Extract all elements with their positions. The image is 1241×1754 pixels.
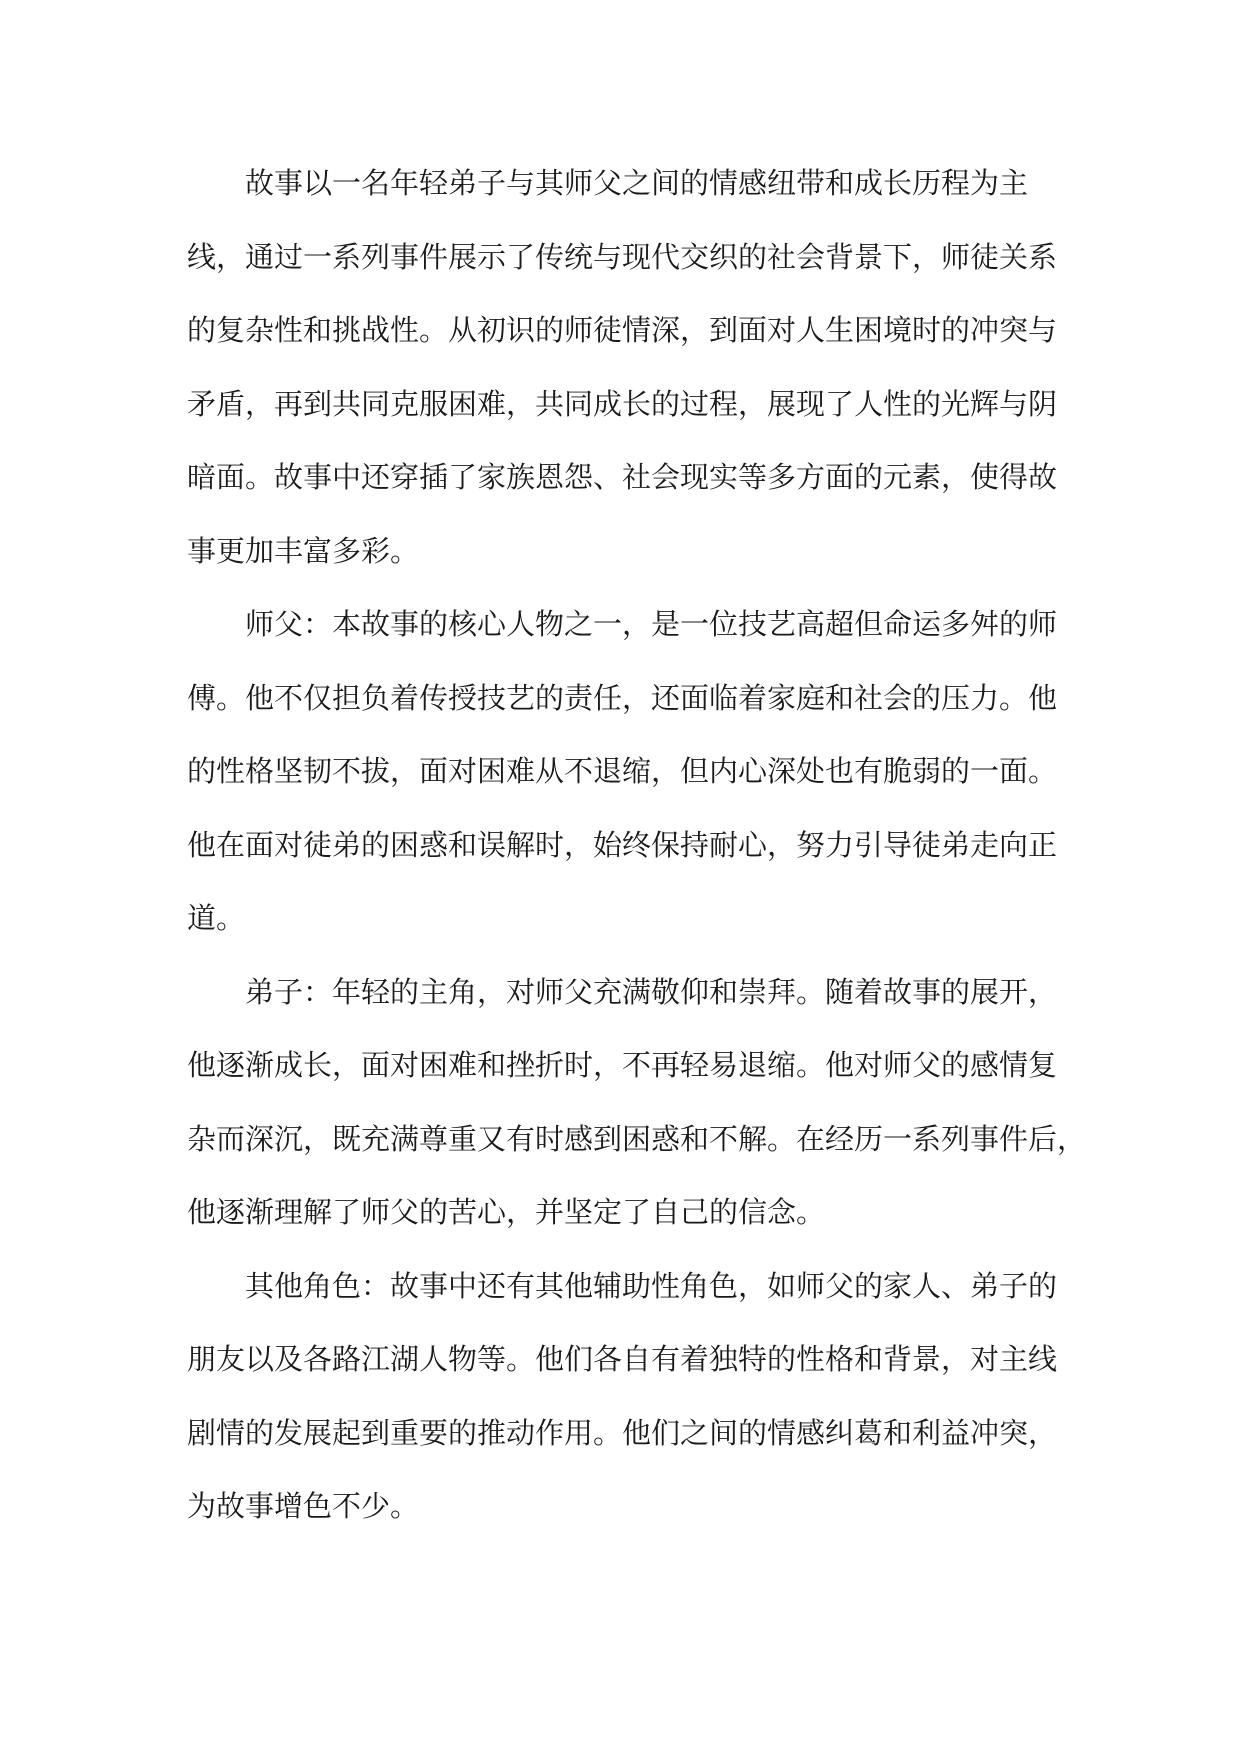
text-line: 暗面。故事中还穿插了家族恩怨、社会现实等多方面的元素，使得故 bbox=[187, 460, 1058, 494]
text-line: 矛盾，再到共同克服困难，共同成长的过程，展现了人性的光辉与阴 bbox=[187, 386, 1058, 421]
paragraph-disciple bbox=[187, 956, 1087, 1250]
text-line: 剧情的发展起到重要的推动作用。他们之间的情感纠葛和利益冲突， bbox=[187, 1415, 1058, 1450]
text-line: 的性格坚韧不拔，面对困难从不退缩，但内心深处也有脆弱的一面。 bbox=[187, 754, 1058, 788]
body-text bbox=[187, 147, 1087, 1544]
text-line: 故事以一名年轻弟子与其师父之间的情感纽带和成长历程为主 bbox=[245, 166, 1029, 200]
text-line: 朋友以及各路江湖人物等。他们各自有着独特的性格和背景，对主线 bbox=[187, 1342, 1058, 1376]
text-line: 为故事增色不少。 bbox=[187, 1489, 420, 1523]
paragraph-other-characters bbox=[187, 1250, 1067, 1544]
text-line: 线，通过一系列事件展示了传统与现代交织的社会背景下，师徒关系 bbox=[187, 239, 1058, 274]
text-line: 事更加丰富多彩。 bbox=[187, 533, 420, 568]
text-line: 道。 bbox=[187, 901, 246, 935]
text-line: 他在面对徒弟的困惑和误解时，始终保持耐心，努力引导徒弟走向正 bbox=[187, 827, 1058, 862]
paragraph-story-summary bbox=[187, 147, 1067, 588]
text-line: 的复杂性和挑战性。从初识的师徒情深，到面对人生困境时的冲突与 bbox=[187, 313, 1058, 347]
text-line: 其他角色：故事中还有其他辅助性角色，如师父的家人、弟子的 bbox=[245, 1268, 1058, 1303]
paragraph-master bbox=[187, 588, 1067, 956]
text-line: 弟子：年轻的主角，对师父充满敬仰和崇拜。随着故事的展开， bbox=[245, 974, 1058, 1009]
text-line: 师父：本故事的核心人物之一，是一位技艺高超但命运多舛的师 bbox=[245, 607, 1058, 641]
text-line: 傅。他不仅担负着传授技艺的责任，还面临着家庭和社会的压力。他 bbox=[187, 680, 1058, 715]
text-line: 他逐渐成长，面对困难和挫折时，不再轻易退缩。他对师父的感情复 bbox=[187, 1048, 1058, 1082]
text-line: 他逐渐理解了师父的苦心，并坚定了自己的信念。 bbox=[187, 1195, 826, 1229]
text-line: 杂而深沉，既充满尊重又有时感到困惑和不解。在经历一系列事件后， bbox=[187, 1121, 1087, 1156]
